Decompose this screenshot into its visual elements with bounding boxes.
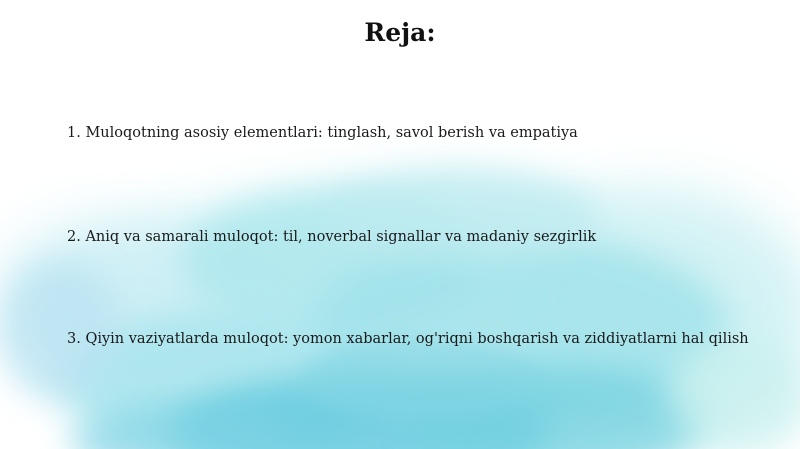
slide-title: Reja: (364, 18, 436, 47)
agenda-item-1: 1. Muloqotning asosiy elementlari: tinglash, savol berish va empatiya (67, 125, 578, 141)
agenda-item-3: 3. Qiyin vaziyatlarda muloqot: yomon xabarlar, og'riqni boshqarish va ziddiyatlarni hal qilish (67, 331, 749, 347)
agenda-item-2: 2. Aniq va samarali muloqot: til, noverbal signallar va madaniy sezgirlik (67, 229, 597, 245)
